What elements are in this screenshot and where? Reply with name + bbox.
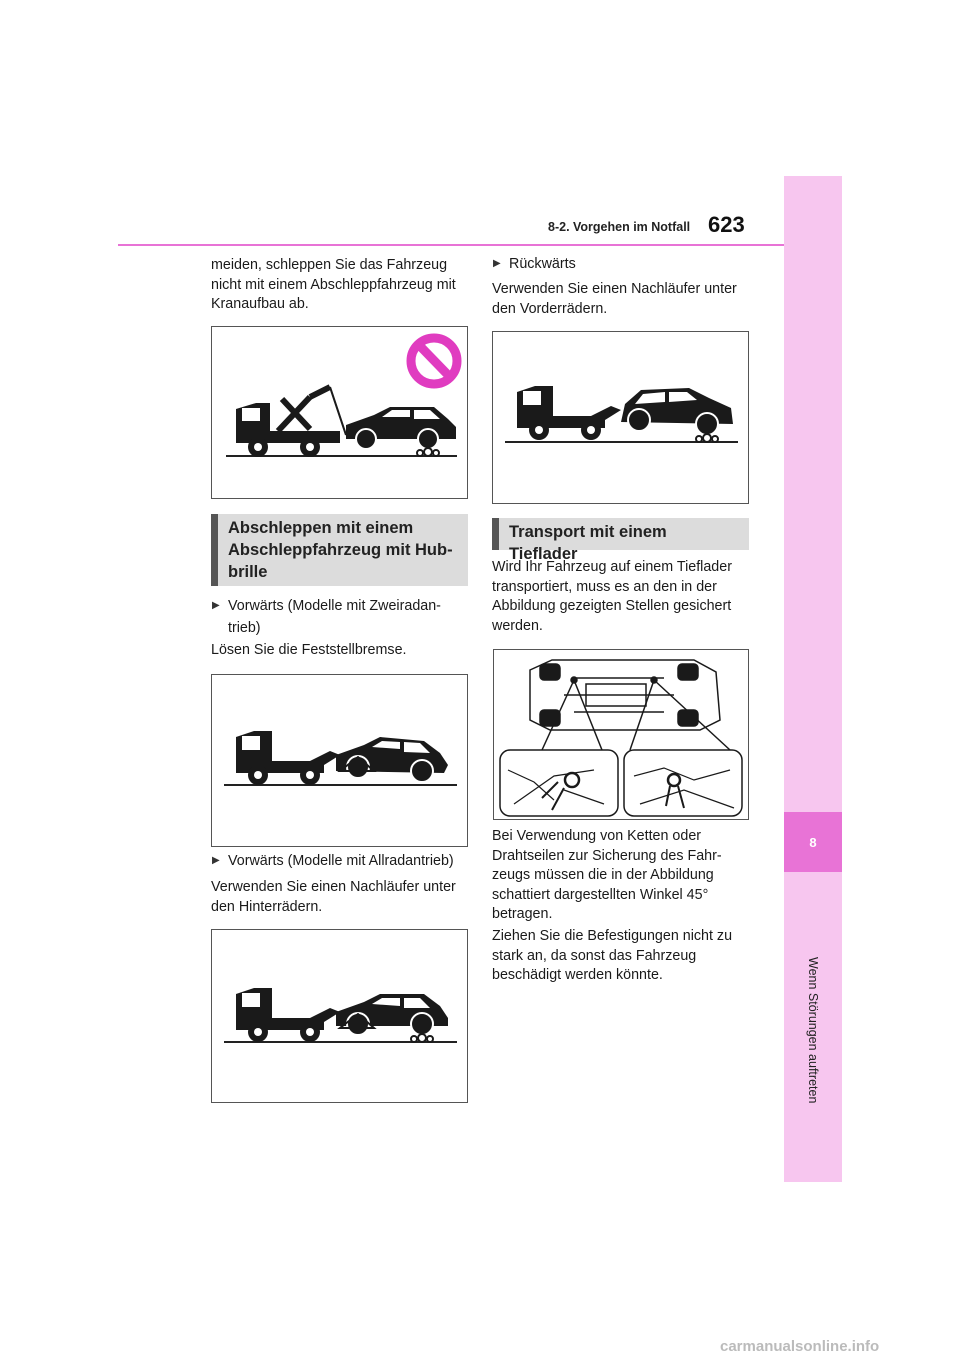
tow-truck-icon <box>236 387 346 457</box>
text-dolly-rear-wheels: Verwenden Sie einen Nachläufer unter den Hinterrädern. <box>211 879 456 915</box>
figure-crane-tow-prohibited <box>211 326 468 499</box>
chapter-tab-top <box>784 176 842 812</box>
bullet-forward-4wd <box>212 850 470 872</box>
figure-wheel-lift-forward <box>211 674 468 847</box>
chapter-number-tab[interactable]: 8 <box>784 812 842 872</box>
section-label: 8-2. Vorgehen im Notfall <box>548 220 691 234</box>
suv-icon <box>621 388 733 442</box>
detail-front-tie-down <box>500 750 618 816</box>
bullet-reverse-text: Rückwärts <box>509 256 576 272</box>
wheel-lift-dolly-illustration <box>212 930 467 1102</box>
chapter-title: Wenn Störungen auftreten <box>806 956 820 1104</box>
figure-wheel-lift-dolly <box>211 929 468 1103</box>
suv-icon <box>346 407 456 456</box>
heading-wheel-lift-towing: Abschleppen mit einem Abschleppfahrzeug mit Hub-brille <box>211 514 468 586</box>
crane-tow-illustration <box>212 327 467 498</box>
text-release-parking-brake: Lösen Sie die Feststellbremse. <box>211 642 407 658</box>
bullet-arrow-icon: ▶ <box>212 855 220 866</box>
figure-tie-down-points <box>493 649 749 820</box>
heading-flatbed-transport: Transport mit einem Tieflader <box>492 518 749 550</box>
text-chains-angle: Bei Verwendung von Ketten oder Drahtseilen zur Sicherung des Fahr-zeugs müssen die in der Abbildung schattiert dargestellten Winkel 45° betragen. <box>492 828 722 922</box>
tow-truck-icon <box>236 731 340 785</box>
intro-paragraph: meiden, schleppen Sie das Fahrzeug nicht mit einem Abschleppfahrzeug mit Kranaufbau ab. <box>211 257 456 312</box>
suv-icon <box>336 994 448 1042</box>
footer-watermark: carmanualsonline.info <box>720 1338 880 1355</box>
text-flatbed-secure: Wird Ihr Fahrzeug auf einem Tieflader transportiert, muss es an den in der Abbildung gezeigten Stellen gesichert werden. <box>492 559 732 634</box>
chapter-title-tab[interactable] <box>784 880 842 1180</box>
page-number: 623 <box>708 212 745 237</box>
header-divider <box>118 244 784 246</box>
figure-wheel-lift-reverse <box>492 331 749 504</box>
text-dolly-front-wheels: Verwenden Sie einen Nachläufer unter den Vorderrädern. <box>492 281 737 317</box>
bullet-forward-2wd <box>212 595 470 639</box>
bullet-arrow-icon: ▶ <box>212 600 220 611</box>
wheel-lift-reverse-illustration <box>493 332 748 503</box>
bullet-reverse <box>493 253 751 275</box>
bullet-arrow-icon: ▶ <box>493 258 501 269</box>
bullet-forward-2wd-text: Vorwärts (Modelle mit Zweiradan-trieb) <box>228 598 441 636</box>
wheel-lift-forward-illustration <box>212 675 467 846</box>
bullet-forward-4wd-text: Vorwärts (Modelle mit Allradantrieb) <box>228 853 454 869</box>
tie-down-points-illustration <box>494 650 748 819</box>
tow-truck-icon <box>236 988 340 1042</box>
suv-icon <box>336 737 448 782</box>
car-underbody-icon <box>530 660 720 730</box>
text-dont-overtighten: Ziehen Sie die Befestigungen nicht zu stark an, da sonst das Fahrzeug beschädigt werden könnte. <box>492 928 733 983</box>
tow-truck-icon <box>517 386 621 440</box>
